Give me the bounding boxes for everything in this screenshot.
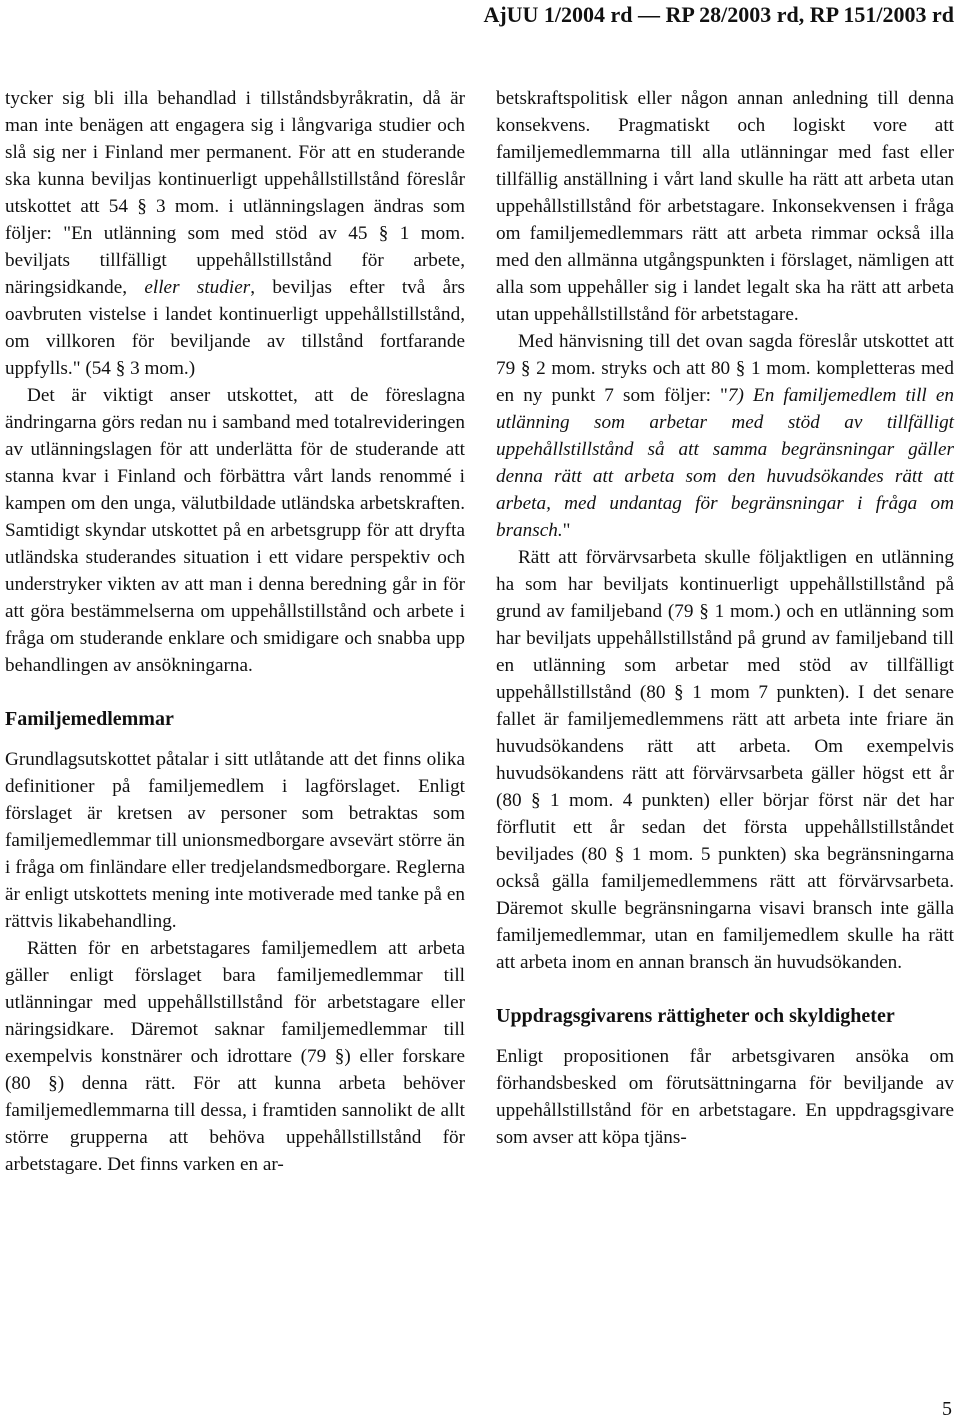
left-column: [5, 85, 465, 1178]
right-paragraph-2-text-a: Med hänvisning till det ovan sagda föreslår utskottet att 79 § 2 mom. stryks och att 80 § 1 mom. kompletteras med en ny punkt 7 som följer: ": [496, 331, 954, 406]
left-paragraph-3: Grundlagsutskottet påtalar i sitt utlåtande att det finns olika definitioner på familjemedlem i lagförslaget. Enligt förslaget är kretsen av personer som betraktas som familjemedlemmar till unionsmedborgare avsevärt större än i fråga om finländare eller tredjelandsmedborgare. Reglerna är enligt utskottets mening inte motiverade med tanke på en rättvis likabehandling.: [5, 749, 465, 932]
left-paragraph-4: Rätten för en arbetstagares familjemedlem att arbeta gäller enligt förslaget bara familjemedlemmar till utlänningar med uppehållstillstånd för arbetstagare eller näringsidkare. Däremot saknar familjemedlemmar till exempelvis konstnärer och idrottare (79 §) eller forskare (80 §) denna rätt. För att kunna arbeta behöver familjemedlemmarna till dessa, i framtiden sannolikt de allt större grupperna att behöva uppehållstillstånd för arbetstagare. Det finns varken en ar-: [5, 938, 465, 1175]
left-paragraph-1-text-b: , beviljas efter två års oavbruten vistelse i landet kontinuerligt uppehållstillstånd, om villkoren för beviljande av tillstånd fortfarande uppfylls." (54 § 3 mom.): [5, 277, 465, 379]
right-paragraph-2: [496, 328, 954, 544]
left-paragraph-2: Det är viktigt anser utskottet, att de föreslagna ändringarna görs redan nu i samband med totalrevideringen av utlänningslagen för att underlätta för de studerande att stanna kvar i Finland och förbättra vårt lands renommé i kampen om den unga, välutbildade utländska arbetskraften. Samtidigt skyndar utskottet på en arbetsgrupp för att dryfta utländska studerandes situation i ett vidare perspektiv och understryker vikten av att man i denna beredning går in för att göra bestämmelserna om uppehållstillstånd och arbete i fråga om studerande enklare och smidigare och snabba upp behandlingen av ansökningarna.: [5, 385, 465, 676]
section-heading-familjemedlemmar: Familjemedlemmar: [5, 708, 174, 730]
page-header: AjUU 1/2004 rd — RP 28/2003 rd, RP 151/2003 rd: [483, 2, 954, 27]
right-paragraph-2-text-b: ": [562, 520, 571, 541]
right-column: [496, 85, 954, 1151]
left-paragraph-1-text-a: tycker sig bli illa behandlad i tillståndsbyråkratin, då är man inte benägen att engagera sig i långvariga studier och slå sig ner i Finland mer permanent. För att en studerande ska kunna beviljas kontinuerligt uppehållstillstånd föreslår utskottet att 54 § 3 mom. i utlänningslagen ändras som följer: "En utlänning som med stöd av 45 § 1 mom. beviljats tillfälligt uppehållstillstånd för arbete, näringsidkande,: [5, 88, 465, 298]
right-paragraph-3: Rätt att förvärvsarbeta skulle följaktligen en utlänning ha som har beviljats kontinuerligt uppehållstillstånd på grund av familjeband (79 § 1 mom.) och en utlänning som har beviljats uppehållstillstånd på grund av familjeband till en utlänning som arbetar med stöd av tillfälligt uppehållstillstånd (80 § 1 mom 7 punkten). I det senare fallet är familjemedlemmens rätt att arbeta inte friare än huvudsökandens rätt att arbeta. Om exempelvis huvudsökandens rätt att förvärvsarbeta gäller högst ett år (80 § 1 mom. 4 punkten) eller börjar först när det har förflutit ett år sedan det första uppehållstillståndet beviljades (80 § 1 mom. 5 punkten) ska begränsningarna också gälla familjemedlemmens rätt att förvärvsarbeta. Däremot skulle begränsningarna visavi bransch inte gälla familjemedlemmar, utan en familjemedlem skulle ha rätt att arbeta inom en annan bransch än huvudsökanden.: [496, 547, 954, 973]
left-paragraph-1: [5, 85, 465, 382]
right-paragraph-2-emphasis: 7) En familjemedlem till en utlänning som arbetar med stöd av tillfälligt uppehållstillstånd så att samma begränsningar gäller denna rätt att arbeta som den huvudsökandes rätt att arbeta, med undantag för begränsningar i fråga om bransch.: [496, 385, 954, 541]
left-paragraph-1-emphasis: eller studier: [144, 277, 251, 298]
section-heading-uppdragsgivarens: Uppdragsgivarens rättigheter och skyldigheter: [496, 1005, 895, 1027]
page-number: 5: [942, 1398, 952, 1420]
right-paragraph-1: betskraftspolitisk eller någon annan anledning till denna konsekvens. Pragmatiskt och logiskt vore att familjemedlemmarna till alla utlänningar med fast eller tillfällig anställning i vårt land skulle ha rätt att arbeta utan uppehållstillstånd för arbetstagare. Inkonsekvensen i fråga om familjemedlemmars rätt att arbeta rimmar också illa med den allmänna utgångspunkten i förslaget, nämligen att alla som uppehåller sig i landet legalt ska ha rätt att arbeta utan uppehållstillstånd för arbetstagare.: [496, 88, 954, 325]
right-paragraph-4: Enligt propositionen får arbetsgivaren ansöka om förhandsbesked om förutsättningarna för beviljande av uppehållstillstånd för en arbetstagare. En uppdragsgivare som avser att köpa tjäns-: [496, 1046, 954, 1148]
